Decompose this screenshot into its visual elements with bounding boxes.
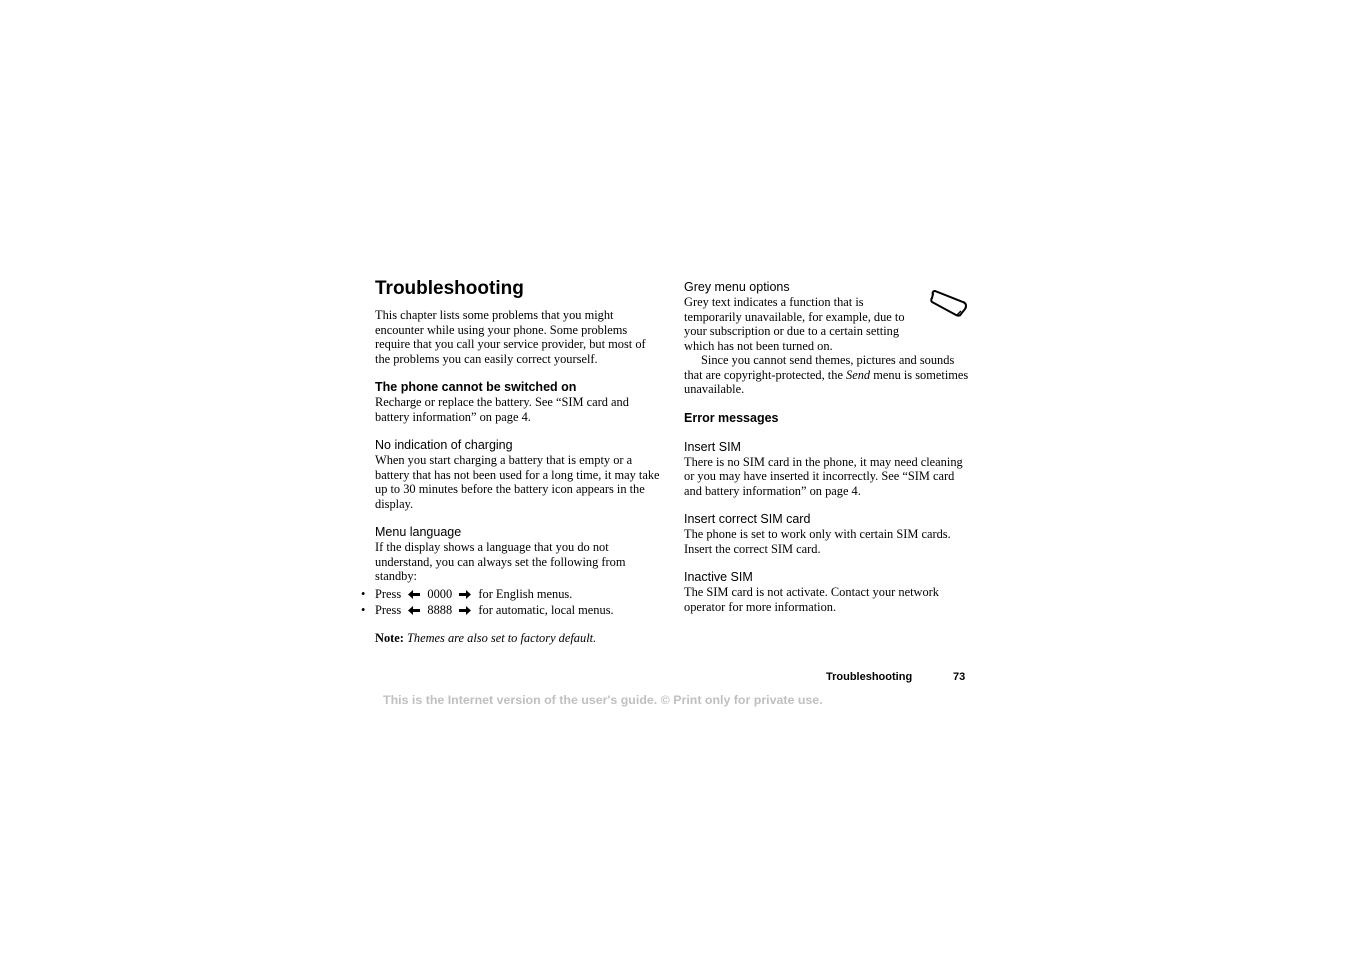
charging-heading: No indication of charging — [375, 438, 513, 452]
bullet-suffix: for English menus. — [478, 586, 573, 601]
right-column — [684, 280, 969, 614]
grey-menu-text: Grey text indicates a function that is temporarily unavailable, for example, due to your subscription or due to a certain setting which has not been turned on. — [684, 295, 905, 353]
insert-correct-sim-heading: Insert correct SIM card — [684, 512, 811, 526]
error-messages-heading: Error messages — [684, 410, 779, 425]
grey-menu-text-2-end: menu is sometimes unavailable. — [684, 367, 969, 396]
list-item — [361, 602, 660, 618]
left-arrow-icon — [408, 606, 420, 615]
menu-language-text: If the display shows a language that you do not understand, you can always set the following from standby: — [375, 540, 626, 583]
left-arrow-icon — [408, 590, 420, 599]
grey-menu-heading: Grey menu options — [684, 280, 790, 294]
bullet-code: 0000 — [427, 586, 453, 601]
note — [375, 631, 660, 646]
right-arrow-icon — [459, 606, 471, 615]
internet-version-disclaimer: This is the Internet version of the user's guide. © Print only for private use. — [383, 693, 823, 707]
charging-text: When you start charging a battery that is empty or a battery that has not been used for a long time, it may take up to 30 minutes before the battery icon appears in the display. — [375, 453, 660, 511]
phone-icon — [929, 289, 969, 319]
switch-on-heading: The phone cannot be switched on — [375, 380, 577, 394]
bullet-code: 8888 — [427, 602, 453, 617]
switch-on-text: Recharge or replace the battery. See “SIM card and battery information” on page 4. — [375, 395, 629, 424]
send-menu-name: Send — [846, 367, 871, 382]
bullet-marker: • — [361, 586, 366, 601]
insert-sim-heading: Insert SIM — [684, 439, 741, 454]
bullet-marker: • — [361, 602, 366, 617]
note-text: Themes are also set to factory default. — [407, 630, 597, 645]
page-title: Troubleshooting — [375, 278, 524, 299]
inactive-sim-heading: Inactive SIM — [684, 570, 753, 584]
list-item — [361, 586, 660, 602]
intro-paragraph: This chapter lists some problems that you might encounter while using your phone. Some problems require that you call your service provider, but most of the problems you can easily correct yourself. — [375, 308, 646, 366]
inactive-sim-text: The SIM card is not activate. Contact your network operator for more information. — [684, 585, 939, 614]
grey-menu-text-2-start: Since you cannot send themes, pictures and sounds that are copyright-protected, the — [684, 353, 955, 382]
insert-correct-sim-text: The phone is set to work only with certain SIM cards. Insert the correct SIM card. — [684, 527, 951, 556]
right-arrow-icon — [459, 590, 471, 599]
bullet-prefix: Press — [375, 586, 402, 601]
left-column — [361, 278, 660, 645]
footer-chapter-title: Troubleshooting — [826, 671, 913, 683]
bullet-prefix: Press — [375, 602, 402, 617]
note-label: Note: — [375, 630, 404, 645]
footer-page-number: 73 — [953, 671, 966, 683]
insert-sim-text: There is no SIM card in the phone, it may need cleaning or you may have inserted it incorrectly. See “SIM card and battery information” on page 4. — [684, 454, 963, 498]
language-shortcut-list — [361, 586, 660, 618]
grey-menu-text-2 — [684, 353, 969, 397]
bullet-suffix: for automatic, local menus. — [478, 602, 614, 617]
menu-language-heading: Menu language — [375, 525, 462, 539]
